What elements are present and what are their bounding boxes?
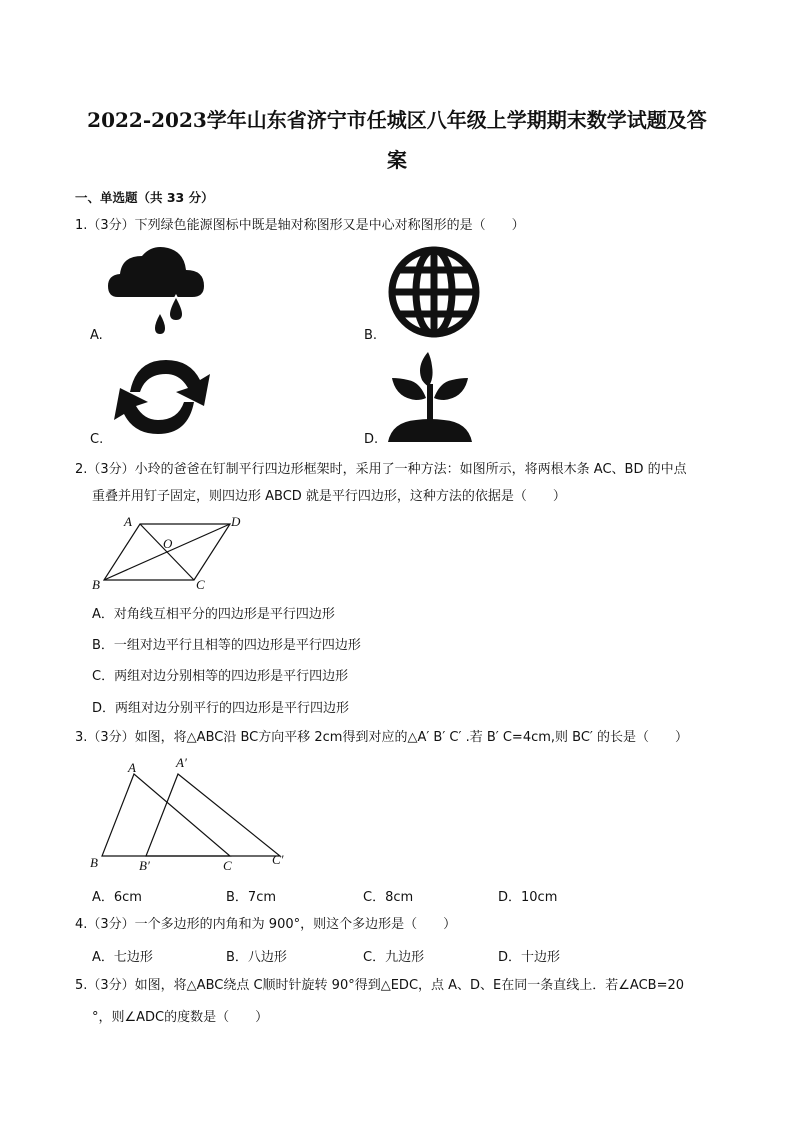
q2-option-d[interactable]: D．两组对边分别平行的四边形是平行四边形 xyxy=(92,701,350,716)
q2-label-a: A xyxy=(124,514,132,529)
q3-label-c-prime: C′ xyxy=(272,852,284,867)
q2-label-d: D xyxy=(231,514,241,529)
q3-option-c[interactable]: C．8cm xyxy=(363,890,414,905)
q4-option-b[interactable]: B．八边形 xyxy=(226,950,287,965)
q4-option-c[interactable]: C．九边形 xyxy=(363,950,425,965)
globe-icon xyxy=(388,246,480,338)
q1-option-c[interactable]: C. xyxy=(90,432,104,447)
q3-label-a: A xyxy=(128,760,136,775)
question-3-text: 3.（3分）如图，将△ABC沿 BC方向平移 2cm得到对应的△A′ B′ C′ .若 B′ C=4cm,则 BC′ 的长是（ ） xyxy=(75,730,689,745)
q2-label-c: C xyxy=(196,577,205,592)
recycle-arrows-icon xyxy=(110,352,214,442)
q3-label-b: B xyxy=(90,855,98,870)
q3-label-b-prime: B′ xyxy=(139,858,150,873)
q2-label-b: B xyxy=(92,577,100,592)
sprout-icon xyxy=(388,348,472,444)
q1-option-b[interactable]: B. xyxy=(364,328,378,343)
q3-option-b[interactable]: B．7cm xyxy=(226,890,277,905)
question-5-line1: 5.（3分）如图，将△ABC绕点 C顺时针旋转 90°得到△EDC，点 A、D、E在同一条直线上．若∠ACB=20 xyxy=(75,978,685,993)
q3-option-a[interactable]: A．6cm xyxy=(92,890,142,905)
q3-label-a-prime: A′ xyxy=(176,755,187,770)
q2-option-a[interactable]: A．对角线互相平分的四边形是平行四边形 xyxy=(92,607,335,622)
q1-option-a[interactable]: A. xyxy=(90,328,103,343)
q2-option-b[interactable]: B．一组对边平行且相等的四边形是平行四边形 xyxy=(92,638,361,653)
q2-label-o: O xyxy=(163,536,173,551)
q4-option-d[interactable]: D．十边形 xyxy=(498,950,561,965)
translation-triangle-figure xyxy=(90,752,300,862)
question-2-line2: 重叠并用钉子固定，则四边形 ABCD 就是平行四边形，这种方法的依据是（ ） xyxy=(92,489,566,504)
page-title-continued: 案 xyxy=(387,148,407,172)
question-4-text: 4.（3分）一个多边形的内角和为 900°，则这个多边形是（ ） xyxy=(75,917,457,932)
question-2-line1: 2.（3分）小玲的爸爸在钉制平行四边形框架时，采用了一种方法：如图所示，将两根木条 AC、BD 的中点 xyxy=(75,462,687,477)
q3-label-c: C xyxy=(223,858,232,873)
question-1-text: 1.（3分）下列绿色能源图标中既是轴对称图形又是中心对称图形的是（ ） xyxy=(75,218,525,233)
cloud-rain-icon xyxy=(108,242,208,338)
section-heading: 一、单选题（共 33 分） xyxy=(75,190,214,205)
q1-option-d[interactable]: D. xyxy=(364,432,379,447)
q3-option-d[interactable]: D．10cm xyxy=(498,890,558,905)
q4-option-a[interactable]: A．七边形 xyxy=(92,950,153,965)
q2-option-c[interactable]: C．两组对边分别相等的四边形是平行四边形 xyxy=(92,669,349,684)
question-5-line2: °，则∠ADC的度数是（ ） xyxy=(92,1010,269,1025)
page-title: 2022-2023学年山东省济宁市任城区八年级上学期期末数学试题及答 xyxy=(87,108,707,132)
